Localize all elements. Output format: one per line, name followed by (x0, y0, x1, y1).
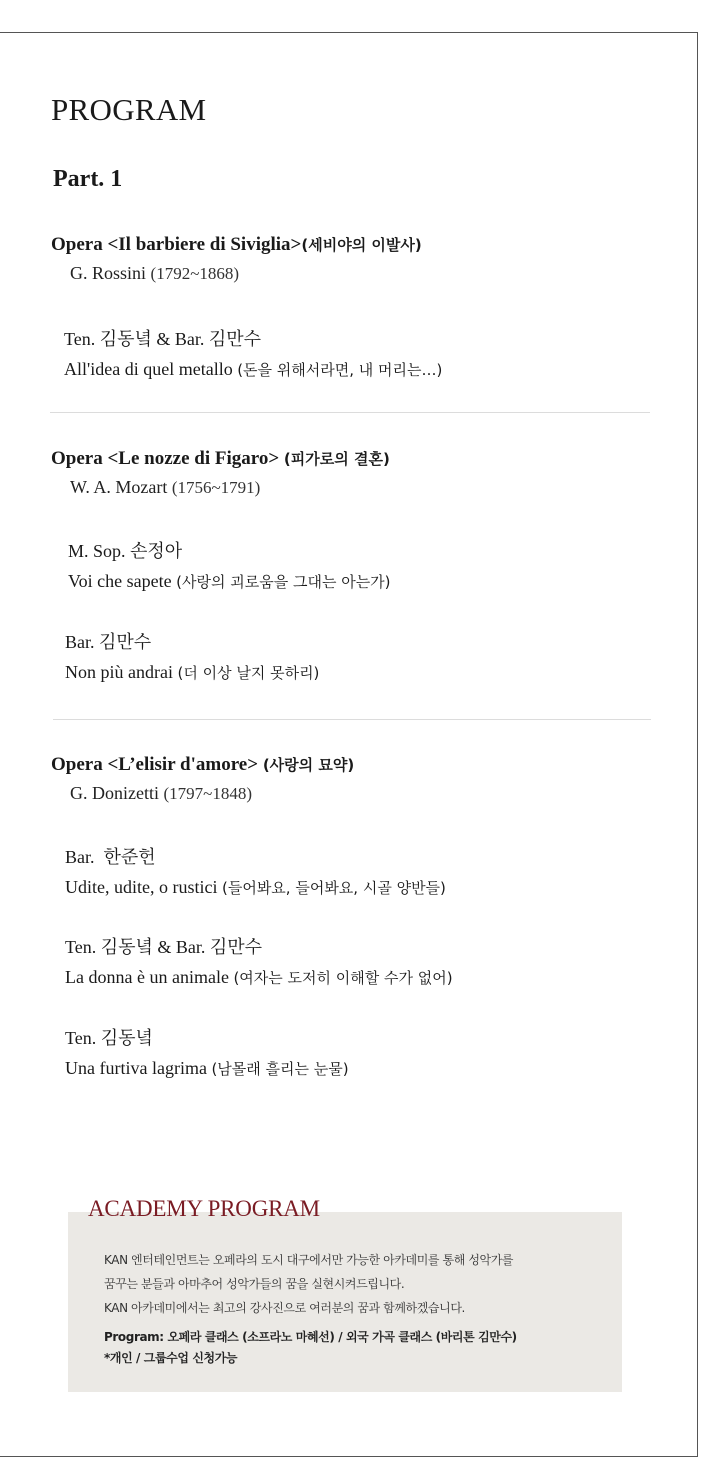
composer-years: (1756~1791) (171, 478, 261, 497)
composer-name: G. Donizetti (70, 783, 159, 803)
right-border (697, 32, 698, 1457)
performer: Bar. 김만수 (65, 632, 152, 652)
page-title: PROGRAM (51, 92, 207, 127)
opera-title (51, 751, 651, 779)
aria-title (65, 1053, 349, 1084)
aria-title-ko: (더 이상 날지 못하리) (177, 664, 320, 682)
opera-title (51, 231, 651, 259)
aria-title (68, 566, 391, 597)
aria-block (65, 872, 446, 903)
composer-years: (1792~1868) (150, 264, 240, 283)
aria-title-en: All'idea di quel metallo (64, 359, 233, 379)
composer-name: G. Rossini (70, 263, 147, 283)
academy-description-line: KAN 아카데미에서는 최고의 강사진으로 여러분의 꿈과 함께하겠습니다. (104, 1301, 465, 1315)
aria-block (68, 566, 391, 597)
aria-block (65, 842, 156, 872)
bottom-border (0, 1456, 697, 1457)
aria-title-en: Una furtiva lagrima (65, 1058, 207, 1078)
performer: Ten. 김동녘 & Bar. 김만수 (65, 937, 263, 957)
aria-title-ko: (들어봐요, 들어봐요, 시골 양반들) (221, 879, 446, 897)
opera-title-en: Opera <L’elisir d'amore> (51, 754, 259, 775)
composer-years: (1797~1848) (163, 784, 253, 803)
aria-block (64, 354, 442, 385)
aria-title-en: Non più andrai (65, 662, 173, 682)
aria-title-ko: (여자는 도저히 이해할 수가 없어) (233, 969, 453, 987)
opera-title-ko: (사랑의 묘약) (262, 756, 355, 774)
aria-block (65, 627, 151, 657)
aria-title (65, 657, 319, 688)
aria-block (65, 932, 262, 962)
academy-description-line: KAN 엔터테인먼트는 오페라의 도시 대구에서만 가능한 아카데미를 통해 성악가를 (104, 1253, 514, 1267)
opera-section-donizetti (51, 751, 651, 1078)
section-divider (50, 412, 650, 413)
composer (51, 473, 651, 501)
aria-block (65, 1053, 349, 1084)
composer (51, 259, 651, 287)
aria-block (65, 657, 319, 688)
academy-note: *개인 / 그룹수업 신청가능 (104, 1351, 238, 1365)
aria-block (65, 1023, 153, 1053)
aria-title-ko: (돈을 위해서라면, 내 머리는…) (237, 361, 443, 379)
opera-title (51, 445, 651, 473)
aria-title (65, 962, 453, 993)
opera-section-rossini (51, 231, 651, 379)
aria-title-ko: (남몰래 흘리는 눈물) (211, 1060, 349, 1078)
aria-block (68, 536, 182, 566)
composer (51, 779, 651, 807)
opera-title-ko: (피가로의 결혼) (283, 450, 390, 468)
performer: Ten. 김동녘 (65, 1028, 153, 1048)
academy-program-line: Program: 오페라 클래스 (소프라노 마혜선) / 외국 가곡 클래스 (바리톤 김만수) (104, 1330, 517, 1344)
aria-title-en: Voi che sapete (68, 571, 172, 591)
opera-title-ko: (세비야의 이발사) (301, 236, 422, 254)
aria-title-en: Udite, udite, o rustici (65, 877, 218, 897)
aria-title (65, 872, 446, 903)
part-heading: Part. 1 (53, 166, 123, 192)
opera-section-mozart (51, 445, 651, 682)
opera-title-en: Opera <Il barbiere di Siviglia> (51, 234, 302, 255)
performer: Bar. 한준헌 (65, 847, 156, 867)
aria-title-en: La donna è un animale (65, 967, 229, 987)
section-divider (53, 719, 651, 720)
performer: M. Sop. 손정아 (68, 541, 183, 561)
aria-block (64, 324, 261, 354)
aria-title (64, 354, 442, 385)
aria-block (65, 962, 453, 993)
aria-title-ko: (사랑의 괴로움을 그대는 아는가) (176, 573, 391, 591)
performer: Ten. 김동녘 & Bar. 김만수 (64, 329, 262, 349)
composer-name: W. A. Mozart (70, 477, 168, 497)
top-border (0, 32, 697, 33)
opera-title-en: Opera <Le nozze di Figaro> (51, 448, 280, 469)
academy-description-line: 꿈꾸는 분들과 아마추어 성악가들의 꿈을 실현시켜드립니다. (104, 1277, 405, 1291)
academy-title: ACADEMY PROGRAM (88, 1196, 320, 1221)
